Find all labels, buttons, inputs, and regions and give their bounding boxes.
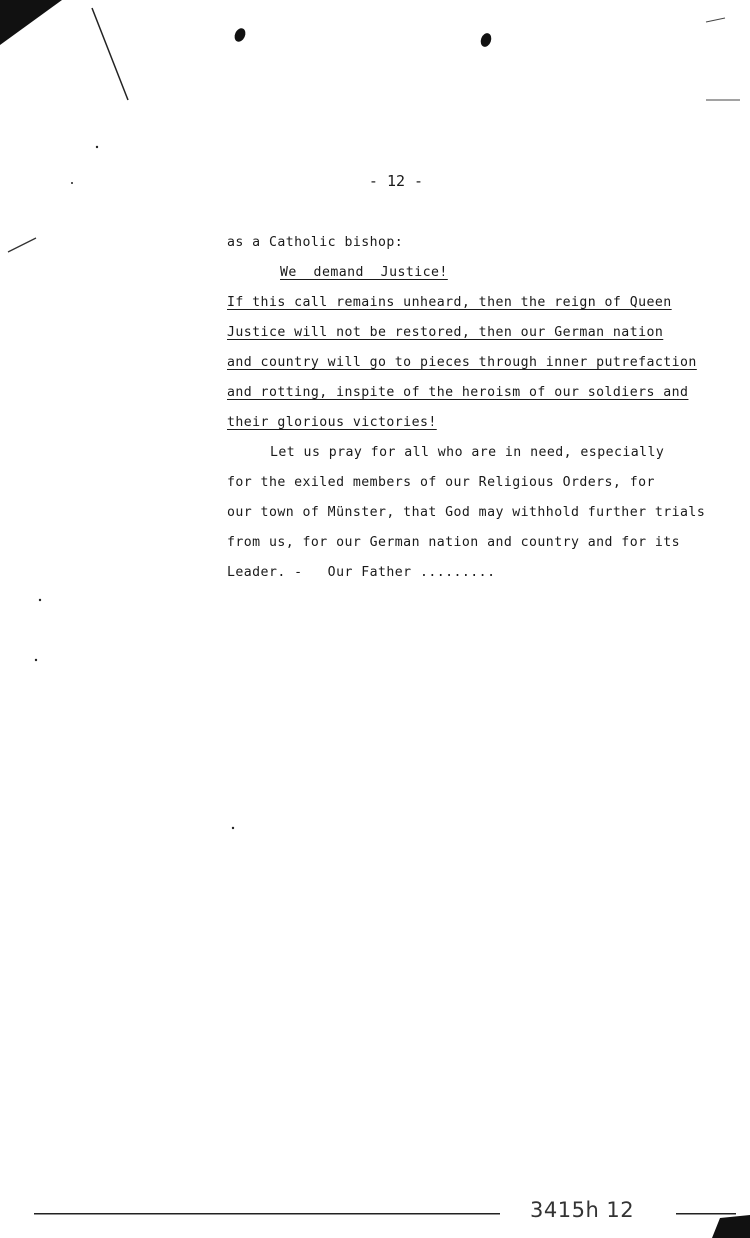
text-line-underlined: If this call remains unheard, then the reign of Queen: [227, 295, 672, 310]
ink-blot: [233, 27, 248, 44]
scratch-line: [92, 8, 128, 100]
bottom-rule: [676, 1213, 736, 1215]
scratch-line: [706, 18, 725, 22]
text-line: for the exiled members of our Religious Orders, for: [227, 475, 655, 490]
corner-shadow: [0, 0, 62, 45]
text-line: Leader. - Our Father .........: [227, 565, 496, 580]
page-number: - 12 -: [368, 172, 424, 190]
text-line-underlined: and rotting, inspite of the heroism of our soldiers and: [227, 385, 689, 400]
scratch-line: [8, 238, 36, 252]
bottom-rule: [34, 1213, 500, 1215]
text-line-underlined: We demand Justice!: [280, 265, 448, 280]
corner-shadow: [712, 1215, 750, 1238]
text-line-underlined: their glorious victories!: [227, 415, 437, 430]
speck: [39, 599, 41, 601]
text-line: as a Catholic bishop:: [227, 235, 404, 250]
document-number: 3415h 12: [530, 1198, 635, 1222]
text-line: Let us pray for all who are in need, especially: [270, 445, 665, 460]
speck: [96, 146, 98, 148]
speck: [232, 827, 234, 829]
text-line-underlined: Justice will not be restored, then our German nation: [227, 325, 664, 340]
speck: [35, 659, 37, 661]
ink-blot: [479, 32, 493, 49]
text-line: from us, for our German nation and country and for its: [227, 535, 681, 550]
text-line: our town of Münster, that God may withhold further trials: [227, 505, 706, 520]
text-line-underlined: and country will go to pieces through inner putrefaction: [227, 355, 697, 370]
